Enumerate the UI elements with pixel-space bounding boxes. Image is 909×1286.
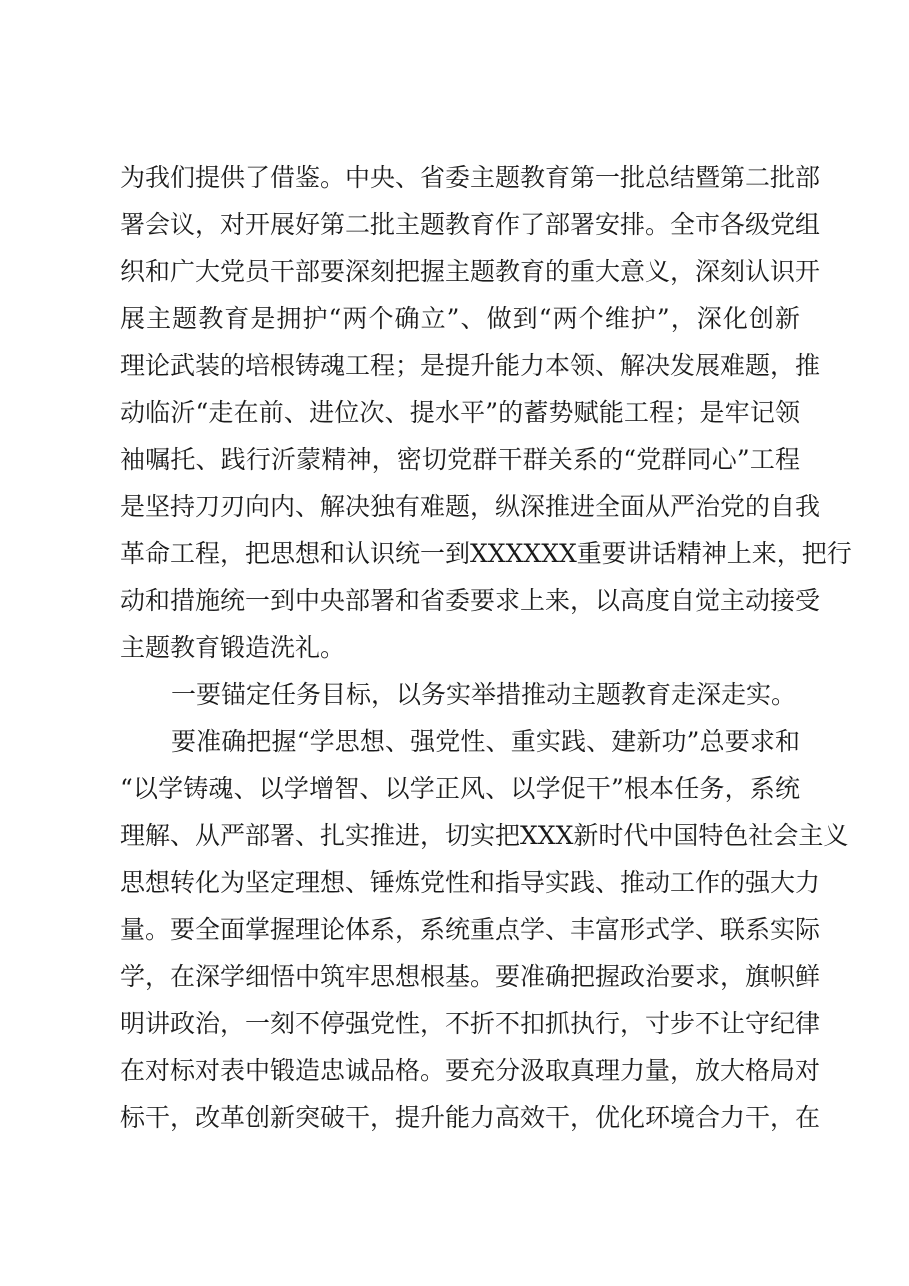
text-line: 标干，改革创新突破干，提升能力高效干，优化环境合力干，在 xyxy=(120,1103,821,1132)
text-line: 动临沂“走在前、进位次、提水平”的蓄势赋能工程；是牢记领 xyxy=(120,398,800,427)
text-line: 量。要全面掌握理论体系，系统重点学、丰富形式学、联系实际 xyxy=(120,915,821,944)
text-line: “以学铸魂、以学增智、以学正风、以学促干”根本任务，系统 xyxy=(120,774,800,803)
text-line: 学，在深学细悟中筑牢思想根基。要准确把握政治要求，旗帜鲜 xyxy=(120,962,821,991)
text-line: 动和措施统一到中央部署和省委要求上来，以高度自觉主动接受 xyxy=(120,586,821,615)
text-line: 理解、从严部署、扎实推进，切实把XXX新时代中国特色社会主义 xyxy=(120,821,849,850)
text-line: 理论武装的培根铸魂工程；是提升能力本领、解决发展难题，推 xyxy=(120,351,821,380)
text-line: 主题教育锻造洗礼。 xyxy=(120,633,346,662)
section-heading: 一要锚定任务目标，以务实举措推动主题教育走深走实。 xyxy=(171,680,797,709)
body-text xyxy=(120,154,852,1141)
text-line: 要准确把握“学思想、强党性、重实践、建新功”总要求和 xyxy=(171,727,800,756)
text-line: 思想转化为坚定理想、锤炼党性和指导实践、推动工作的强大力 xyxy=(120,868,821,897)
text-line: 革命工程，把思想和认识统一到XXXXXX重要讲话精神上来，把行 xyxy=(120,539,852,568)
text-line: 在对标对表中锻造忠诚品格。要充分汲取真理力量，放大格局对 xyxy=(120,1056,821,1085)
text-line: 袖嘱托、践行沂蒙精神，密切党群干群关系的“党群同心”工程 xyxy=(120,445,800,474)
text-line: 是坚持刀刃向内、解决独有难题，纵深推进全面从严治党的自我 xyxy=(120,492,821,521)
text-line: 织和广大党员干部要深刻把握主题教育的重大意义，深刻认识开 xyxy=(120,257,821,286)
text-line: 展主题教育是拥护“两个确立”、做到“两个维护”，深化创新 xyxy=(120,304,800,333)
text-line: 署会议，对开展好第二批主题教育作了部署安排。全市各级党组 xyxy=(120,210,821,239)
text-line: 为我们提供了借鉴。中央、省委主题教育第一批总结暨第二批部 xyxy=(120,163,821,192)
text-line: 明讲政治，一刻不停强党性，不折不扣抓执行，寸步不让守纪律 xyxy=(120,1009,821,1038)
